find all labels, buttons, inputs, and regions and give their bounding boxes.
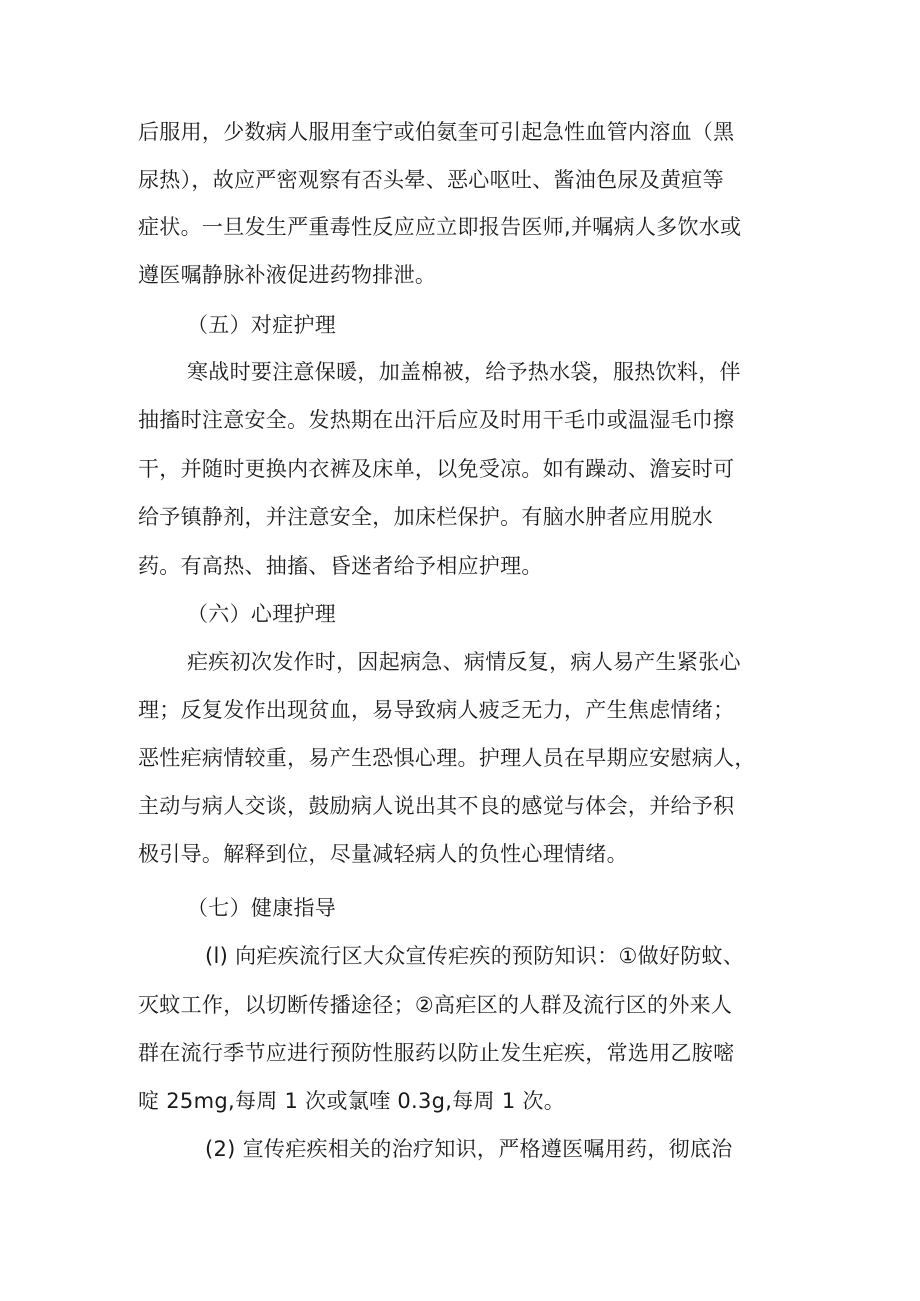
paragraph-line: 尿热），故应严密观察有否头晕、恶心呕吐、酱油色尿及黄疸等 <box>138 168 724 192</box>
paragraph-line: 药。有高热、抽搐、昏迷者给予相应护理。 <box>138 554 543 578</box>
paragraph-line: 灭蚊工作，以切断传播途径；②高疟区的人群及流行区的外来人 <box>138 993 733 1017</box>
paragraph-line: 群在流行季节应进行预防性服药以防止发生疟疾，常选用乙胺嘧 <box>138 1041 735 1065</box>
paragraph-line: (l) 向疟疾流行区大众宣传疟疾的预防知识：①做好防蚊、 <box>205 944 745 968</box>
paragraph-line: 主动与病人交谈，鼓励病人说出其不良的感觉与体会，并给予积 <box>138 794 735 818</box>
paragraph-line: 干，并随时更换内衣裤及床单，以免受凉。如有躁动、澹妄时可 <box>138 457 735 481</box>
paragraph-line: 寒战时要注意保暖，加盖棉被，给予热水袋，服热饮料，伴 <box>187 360 741 384</box>
section-heading: （七）健康指导 <box>187 896 337 920</box>
paragraph-line: 症状。一旦发生严重毒性反应应立即报告医师,并嘱病人多饮水或 <box>138 215 742 239</box>
paragraph-line: 疟疾初次发作时，因起病急、病情反复，病人易产生紧张心 <box>187 650 741 674</box>
paragraph-line: (2) 宣传疟疾相关的治疗知识，严格遵医嘱用药，彻底治 <box>205 1137 733 1161</box>
paragraph-line: 给予镇静剂，并注意安全，加床栏保护。有脑水肿者应用脱水 <box>138 505 714 529</box>
paragraph-line: 恶性疟病情较重，易产生恐惧心理。护理人员在早期应安慰病人， <box>138 746 756 770</box>
section-heading: （五）对症护理 <box>187 313 337 337</box>
paragraph-line: 遵医嘱静脉补液促进药物排泄。 <box>138 263 437 287</box>
paragraph-line: 理；反复发作出现贫血，易导致病人疲乏无力，产生焦虑情绪； <box>138 698 735 722</box>
paragraph-line: 后服用，少数病人服用奎宁或伯氨奎可引起急性血管内溶血（黑 <box>138 120 735 144</box>
paragraph-line: 啶 25mg,每周 1 次或氯喹 0.3g,每周 1 次。 <box>138 1089 566 1113</box>
section-heading: （六）心理护理 <box>187 602 337 626</box>
paragraph-line: 极引导。解释到位，尽量减轻病人的负性心理情绪。 <box>138 842 628 866</box>
paragraph-line: 抽搐时注意安全。发热期在出汗后应及时用干毛巾或温湿毛巾擦 <box>138 408 735 432</box>
